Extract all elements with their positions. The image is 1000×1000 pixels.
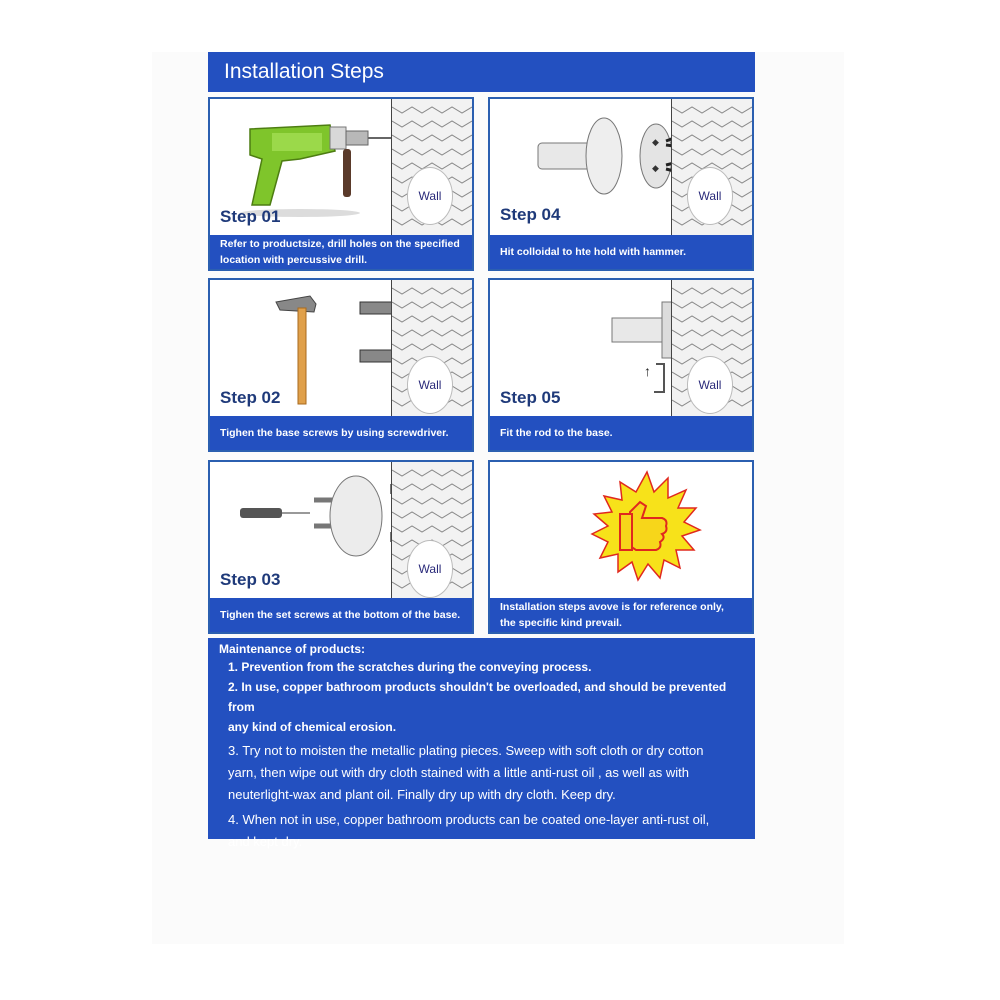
step-panel-03 — [208, 460, 474, 634]
step-title: Step 02 — [220, 388, 281, 407]
wall-label: Wall — [687, 167, 733, 225]
maintenance-heading: Maintenance of products: — [219, 642, 366, 656]
step-panel-01 — [208, 97, 474, 271]
reference-panel — [488, 460, 754, 634]
wall-graphic — [391, 99, 472, 235]
maintenance-item: neuterlight-wax and plant oil. Finally dry up with dry cloth. Keep dry. — [228, 787, 616, 802]
step-panel-05 — [488, 278, 754, 452]
maintenance-item: 1. Prevention from the scratches during the conveying process. — [228, 660, 592, 674]
svg-text:↑: ↑ — [644, 363, 651, 379]
wall-label: Wall — [687, 356, 733, 414]
step-panel-02 — [208, 278, 474, 452]
thumbs-up-icon — [490, 462, 754, 598]
caption-line: the specific kind prevail. — [500, 617, 622, 629]
wall-graphic — [671, 99, 752, 235]
caption-line: location with percussive drill. — [220, 254, 368, 266]
step-caption — [490, 598, 752, 632]
page-title: Installation Steps — [208, 52, 755, 92]
step-caption — [210, 235, 472, 269]
step-title: Step 03 — [220, 570, 281, 589]
svg-text:◆: ◆ — [652, 163, 659, 173]
maintenance-item: yarn, then wipe out with dry cloth stained with a little anti-rust oil , as well as with — [228, 765, 689, 780]
step-caption — [490, 235, 752, 269]
wall-label: Wall — [407, 356, 453, 414]
step-title: Step 04 — [500, 205, 561, 224]
step-caption — [490, 416, 752, 450]
step-title: Step 01 — [220, 207, 281, 226]
wall-label: Wall — [407, 167, 453, 225]
caption-line: Fit the rod to the base. — [500, 427, 613, 439]
wall-graphic — [671, 280, 752, 416]
maintenance-item: 2. In use, copper bathroom products shouldn't be overloaded, and should be prevented from — [228, 680, 727, 714]
maintenance-section — [208, 638, 755, 849]
maintenance-item: 4. When not in use, copper bathroom products can be coated one-layer anti-rust oil, — [228, 812, 710, 827]
caption-line: Refer to productsize, drill holes on the specified — [220, 238, 460, 250]
wall-label: Wall — [407, 540, 453, 598]
maintenance-item: 3. Try not to moisten the metallic plating pieces. Sweep with soft cloth or dry cotton — [228, 743, 704, 758]
maintenance-item: any kind of chemical erosion. — [228, 720, 397, 734]
caption-line: Tighen the base screws by using screwdriver. — [220, 427, 449, 439]
step-caption — [210, 598, 472, 632]
wall-graphic — [391, 462, 472, 598]
step-title: Step 05 — [500, 388, 561, 407]
caption-line: Tighen the set screws at the bottom of the base. — [220, 609, 461, 621]
caption-line: Hit colloidal to hte hold with hammer. — [500, 246, 687, 258]
svg-text:◆: ◆ — [652, 137, 659, 147]
maintenance-item: and kept dry. — [228, 834, 303, 849]
step-caption — [210, 416, 472, 450]
wall-graphic — [391, 280, 472, 416]
step-panel-04 — [488, 97, 754, 271]
caption-line: Installation steps avove is for reference only, — [500, 601, 724, 613]
